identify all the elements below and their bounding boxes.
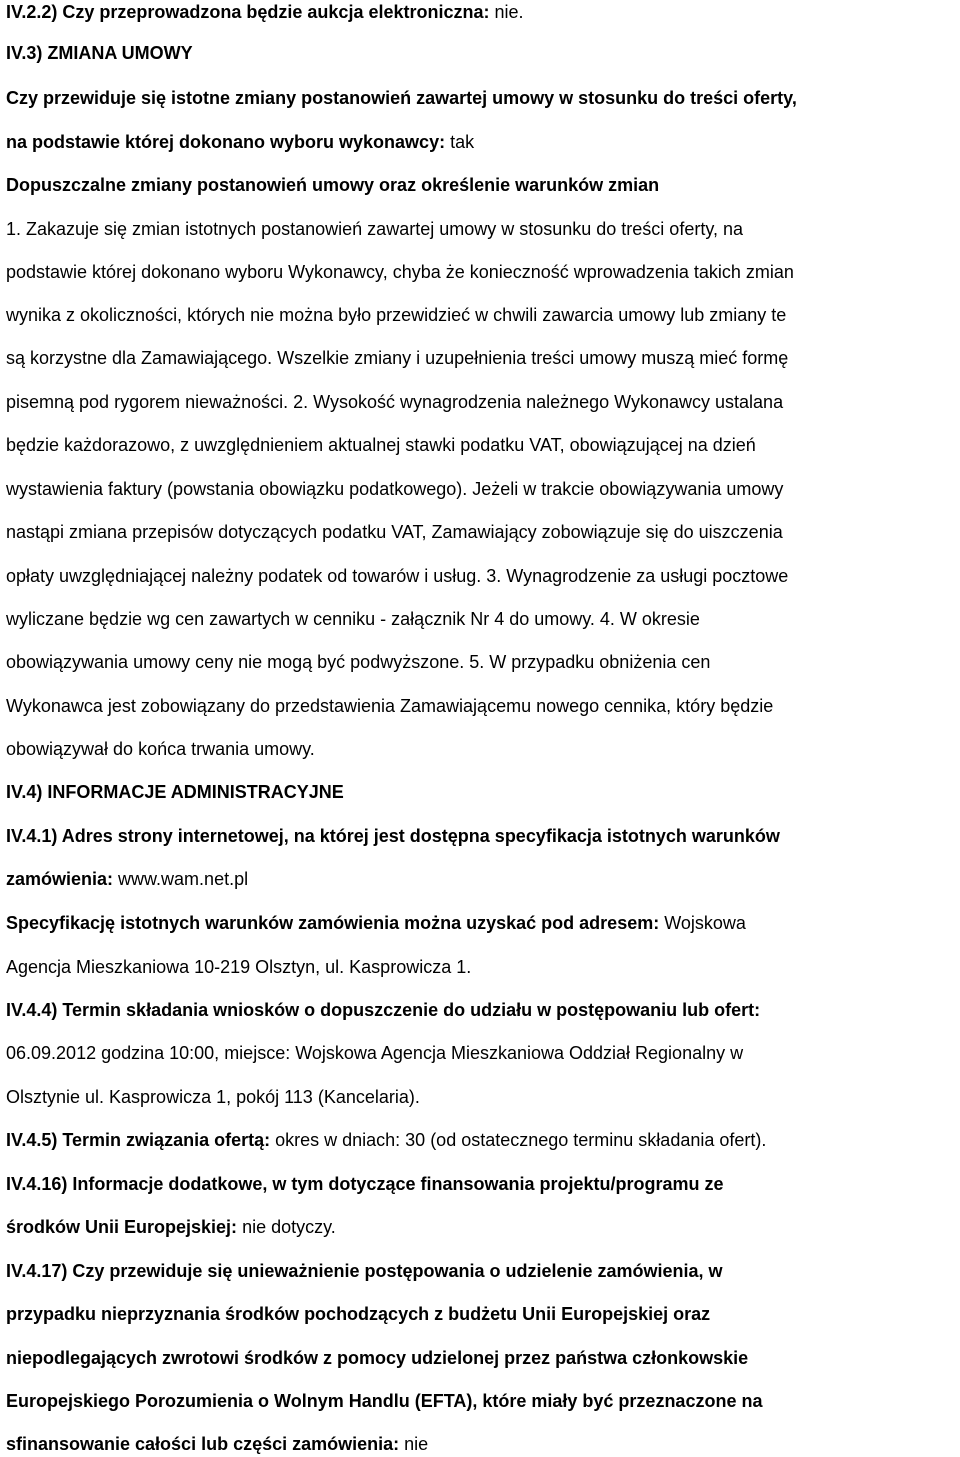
body-line: nastąpi zmiana przepisów dotyczących podatku VAT, Zamawiający zobowiązuje się do uiszczenia (6, 522, 783, 542)
section-iv3-heading: IV.3) ZMIANA UMOWY (6, 43, 193, 63)
body-line: wyliczane będzie wg cen zawartych w cenniku - załącznik Nr 4 do umowy. 4. W okresie (6, 609, 700, 629)
body-line: obowiązywał do końca trwania umowy. (6, 739, 315, 759)
iv45-line (6, 1129, 960, 1151)
contract-change-question-line-1 (6, 87, 960, 109)
body-line: obowiązywania umowy ceny nie mogą być podwyższone. 5. W przypadku obniżenia cen (6, 652, 711, 672)
iv416-line-2 (6, 1216, 960, 1238)
iv41-label-1: IV.4.1) Adres strony internetowej, na której jest dostępna specyfikacja istotnych warunków (6, 826, 780, 846)
iv44-value-line-2 (6, 1086, 960, 1108)
auction-question-line (6, 1, 960, 23)
iv416-line-1 (6, 1173, 960, 1195)
iv45-label: IV.4.5) Termin związania ofertą: (6, 1130, 271, 1150)
body-line: będzie każdorazowo, z uwzględnieniem aktualnej stawki podatku VAT, obowiązującej na dzień (6, 435, 756, 455)
contract-change-question-text-2: na podstawie której dokonano wyboru wykonawcy: (6, 132, 446, 152)
iv417-line: przypadku nieprzyznania środków pochodzących z budżetu Unii Europejskiej oraz (6, 1304, 711, 1324)
siwz-label: Specyfikację istotnych warunków zamówienia można uzyskać pod adresem: (6, 913, 660, 933)
siwz-address-part1: Wojskowa (664, 913, 746, 933)
iv416-label-1: IV.4.16) Informacje dodatkowe, w tym dotyczące finansowania projektu/programu ze (6, 1174, 724, 1194)
section-iv3-heading-line (6, 42, 960, 64)
body-line: są korzystne dla Zamawiającego. Wszelkie zmiany i uzupełnienia treści umowy muszą mieć formę (6, 348, 789, 368)
website-address[interactable]: www.wam.net.pl (118, 869, 249, 889)
contract-change-question-line-2 (6, 131, 960, 153)
iv41-label-2: zamówienia: (6, 869, 114, 889)
section-iv4-heading: IV.4) INFORMACJE ADMINISTRACYJNE (6, 782, 344, 802)
iv416-value: nie dotyczy. (242, 1217, 336, 1237)
iv41-line-2 (6, 868, 960, 890)
body-line: opłaty uwzględniającej należny podatek od towarów i usług. 3. Wynagrodzenie za usługi pocztowe (6, 566, 789, 586)
auction-question-value: nie. (494, 2, 524, 22)
iv417-last-line (6, 1433, 960, 1455)
siwz-address-part2: Agencja Mieszkaniowa 10-219 Olsztyn, ul. Kasprowicza 1. (6, 957, 472, 977)
iv44-value-1: 06.09.2012 godzina 10:00, miejsce: Wojskowa Agencja Mieszkaniowa Oddział Regionalny w (6, 1043, 744, 1063)
siwz-line-2 (6, 956, 960, 978)
iv44-label: IV.4.4) Termin składania wniosków o dopuszczenie do udziału w postępowaniu lub ofert: (6, 1000, 761, 1020)
auction-question-label: IV.2.2) Czy przeprowadzona będzie aukcja elektroniczna: (6, 2, 490, 22)
allowed-changes-heading: Dopuszczalne zmiany postanowień umowy oraz określenie warunków zmian (6, 175, 660, 195)
iv417-line: IV.4.17) Czy przewiduje się unieważnienie postępowania o udzielenie zamówienia, w (6, 1261, 723, 1281)
iv45-value: okres w dniach: 30 (od ostatecznego terminu składania ofert). (275, 1130, 767, 1150)
allowed-changes-heading-line (6, 174, 960, 196)
iv44-value-line-1 (6, 1042, 960, 1064)
body-line: podstawie której dokonano wyboru Wykonawcy, chyba że konieczność wprowadzenia takich zmian (6, 262, 794, 282)
contract-change-answer: tak (450, 132, 475, 152)
iv417-line: niepodlegających zwrotowi środków z pomocy udzielonej przez państwa członkowskie (6, 1348, 749, 1368)
iv417-line: Europejskiego Porozumienia o Wolnym Handlu (EFTA), które miały być przeznaczone na (6, 1391, 763, 1411)
iv416-label-2: środków Unii Europejskiej: (6, 1217, 238, 1237)
body-line: Wykonawca jest zobowiązany do przedstawienia Zamawiającemu nowego cennika, który będzie (6, 696, 774, 716)
body-line: wystawienia faktury (powstania obowiązku podatkowego). Jeżeli w trakcie obowiązywania umowy (6, 479, 784, 499)
body-line: pisemną pod rygorem nieważności. 2. Wysokość wynagrodzenia należnego Wykonawcy ustalana (6, 392, 784, 412)
contract-change-question-text-1: Czy przewiduje się istotne zmiany postanowień zawartej umowy w stosunku do treści oferty, (6, 88, 797, 108)
section-iv4-heading-line (6, 781, 960, 803)
iv44-value-2: Olsztynie ul. Kasprowicza 1, pokój 113 (Kancelaria). (6, 1087, 420, 1107)
iv41-line-1 (6, 825, 960, 847)
siwz-line-1 (6, 912, 960, 934)
body-line: wynika z okoliczności, których nie można było przewidzieć w chwili zawarcia umowy lub zmiany te (6, 305, 787, 325)
iv44-label-line (6, 999, 960, 1021)
body-line: 1. Zakazuje się zmian istotnych postanowień zawartej umowy w stosunku do treści oferty, na (6, 219, 744, 239)
iv417-last-label: sfinansowanie całości lub części zamówienia: (6, 1434, 400, 1454)
iv417-value: nie (404, 1434, 429, 1454)
